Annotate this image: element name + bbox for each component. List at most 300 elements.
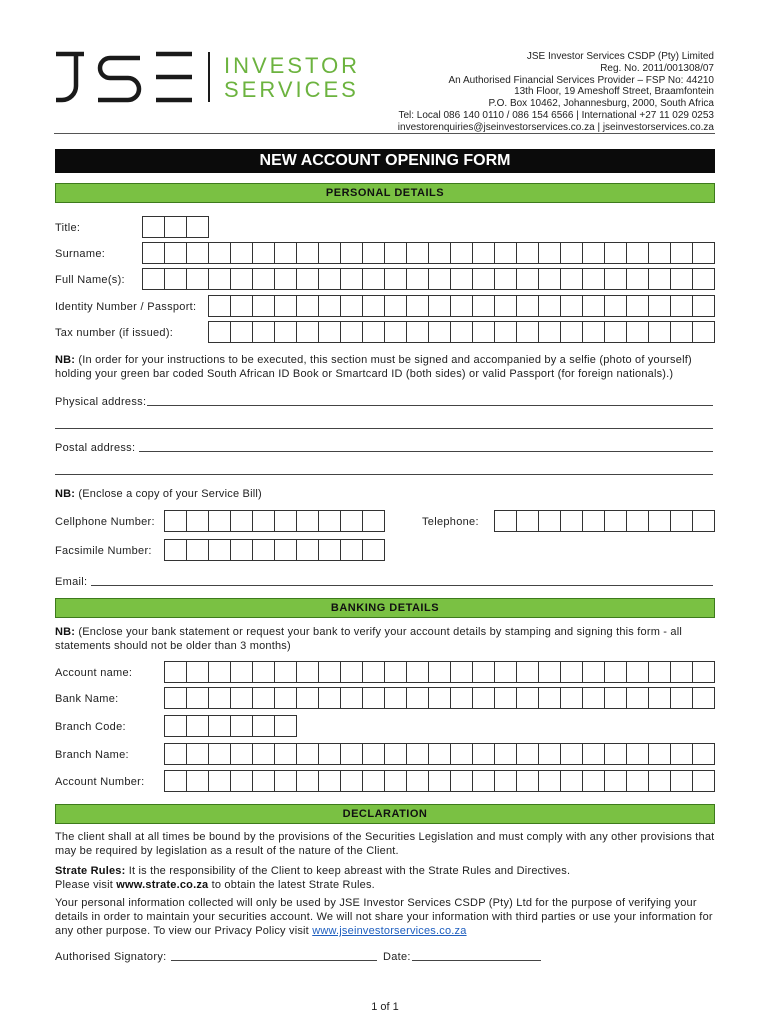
char-box[interactable] (561, 661, 583, 683)
char-box[interactable] (473, 770, 495, 792)
char-box[interactable] (165, 661, 187, 683)
char-box[interactable] (649, 242, 671, 264)
physical-address-label: Physical address: (55, 396, 147, 408)
char-box[interactable] (209, 321, 231, 343)
char-box[interactable] (605, 687, 627, 709)
nb-label: NB: (55, 626, 76, 638)
char-box[interactable] (671, 295, 693, 317)
nb-bank-note (55, 625, 717, 653)
char-box[interactable] (649, 510, 671, 532)
char-box[interactable] (605, 743, 627, 765)
char-box[interactable] (693, 687, 715, 709)
char-box[interactable] (187, 216, 209, 238)
char-box[interactable] (583, 661, 605, 683)
char-box[interactable] (627, 268, 649, 290)
char-box[interactable] (583, 321, 605, 343)
char-box[interactable] (363, 743, 385, 765)
char-box[interactable] (253, 661, 275, 683)
char-box[interactable] (539, 687, 561, 709)
char-box[interactable] (253, 687, 275, 709)
char-box[interactable] (429, 242, 451, 264)
char-box[interactable] (671, 321, 693, 343)
date-label: Date: (383, 951, 411, 963)
char-box[interactable] (165, 268, 187, 290)
char-box[interactable] (187, 539, 209, 561)
char-box[interactable] (671, 687, 693, 709)
company-address1: 13th Floor, 19 Ameshoff Street, Braamfontein (514, 86, 714, 98)
char-box[interactable] (231, 687, 253, 709)
char-box[interactable] (539, 510, 561, 532)
physical-address-line-1[interactable] (147, 405, 713, 406)
char-box[interactable] (429, 770, 451, 792)
char-box[interactable] (495, 295, 517, 317)
postal-address-label: Postal address: (55, 442, 136, 454)
char-box[interactable] (341, 770, 363, 792)
char-box[interactable] (297, 661, 319, 683)
page-number: 1 of 1 (371, 1001, 399, 1013)
char-box[interactable] (605, 242, 627, 264)
personal-details-heading: PERSONAL DETAILS (55, 183, 715, 203)
postal-address-line-1[interactable] (139, 451, 713, 452)
char-box[interactable] (429, 268, 451, 290)
char-box[interactable] (275, 539, 297, 561)
char-box[interactable] (517, 770, 539, 792)
char-box[interactable] (561, 242, 583, 264)
char-box[interactable] (319, 770, 341, 792)
declaration-paragraph: The client shall at all times be bound by the provisions of the Securities Legislation and must comply with any other provisions that may be required by legislation as a result of the nature of the Client. (55, 831, 715, 857)
char-box[interactable] (187, 268, 209, 290)
char-box[interactable] (209, 242, 231, 264)
declaration-heading: DECLARATION (55, 804, 715, 824)
date-line[interactable] (412, 960, 541, 961)
char-box[interactable] (253, 295, 275, 317)
char-box[interactable] (319, 743, 341, 765)
char-box[interactable] (341, 743, 363, 765)
account-number-label: Account Number: (55, 776, 145, 788)
char-box[interactable] (671, 661, 693, 683)
char-box[interactable] (407, 770, 429, 792)
char-box[interactable] (473, 268, 495, 290)
char-box[interactable] (407, 268, 429, 290)
char-box[interactable] (385, 687, 407, 709)
char-box[interactable] (473, 687, 495, 709)
char-box[interactable] (627, 743, 649, 765)
char-box[interactable] (341, 268, 363, 290)
nb-service-bill-text: (Enclose a copy of your Service Bill) (75, 488, 262, 500)
char-box[interactable] (561, 743, 583, 765)
char-box[interactable] (187, 661, 209, 683)
char-box[interactable] (231, 539, 253, 561)
char-box[interactable] (693, 242, 715, 264)
char-box[interactable] (627, 321, 649, 343)
physical-address-line-2[interactable] (55, 428, 713, 429)
char-box[interactable] (627, 242, 649, 264)
char-box[interactable] (605, 770, 627, 792)
privacy-text: Your personal information collected will only be used by JSE Investor Services CSDP (Pty) Ltd for the purpose of verifying your details in order to maintain your securities account. We will not share your information with third parties or use your information for any other purpose. To view our Privacy Policy visit (55, 897, 713, 937)
char-box[interactable] (165, 242, 187, 264)
banking-details-heading: BANKING DETAILS (55, 598, 715, 618)
char-box[interactable] (363, 268, 385, 290)
char-box[interactable] (319, 242, 341, 264)
char-box[interactable] (143, 268, 165, 290)
char-box[interactable] (275, 661, 297, 683)
char-box[interactable] (297, 770, 319, 792)
char-box[interactable] (275, 687, 297, 709)
cellphone-label: Cellphone Number: (55, 516, 155, 528)
char-box[interactable] (385, 321, 407, 343)
char-box[interactable] (319, 510, 341, 532)
char-box[interactable] (275, 242, 297, 264)
company-reg: Reg. No. 2011/001308/07 (600, 62, 714, 74)
char-box[interactable] (363, 295, 385, 317)
char-box[interactable] (539, 242, 561, 264)
char-box[interactable] (561, 321, 583, 343)
char-box[interactable] (561, 510, 583, 532)
char-box[interactable] (561, 687, 583, 709)
email-label: Email: (55, 576, 88, 588)
char-box[interactable] (539, 770, 561, 792)
char-box[interactable] (363, 510, 385, 532)
char-box[interactable] (671, 268, 693, 290)
char-box[interactable] (187, 687, 209, 709)
char-box[interactable] (495, 510, 517, 532)
surname-label: Surname: (55, 248, 106, 260)
char-box[interactable] (319, 687, 341, 709)
char-box[interactable] (363, 661, 385, 683)
char-box[interactable] (517, 268, 539, 290)
char-box[interactable] (473, 295, 495, 317)
privacy-paragraph (55, 896, 717, 938)
char-box[interactable] (671, 770, 693, 792)
char-box[interactable] (451, 242, 473, 264)
char-box[interactable] (583, 268, 605, 290)
char-box[interactable] (209, 268, 231, 290)
char-box[interactable] (363, 539, 385, 561)
char-box[interactable] (319, 268, 341, 290)
company-name: JSE Investor Services CSDP (Pty) Limited (526, 51, 714, 62)
char-box[interactable] (451, 743, 473, 765)
header-divider (54, 133, 715, 134)
nb-service-bill-note (55, 487, 717, 501)
char-box[interactable] (275, 510, 297, 532)
char-box[interactable] (451, 687, 473, 709)
char-box[interactable] (385, 295, 407, 317)
char-box[interactable] (407, 242, 429, 264)
char-box[interactable] (165, 510, 187, 532)
branch-name-input[interactable] (164, 743, 715, 765)
char-box[interactable] (451, 295, 473, 317)
char-box[interactable] (275, 770, 297, 792)
char-box[interactable] (517, 295, 539, 317)
strate-link[interactable]: www.strate.co.za (116, 879, 209, 891)
char-box[interactable] (649, 770, 671, 792)
char-box[interactable] (627, 661, 649, 683)
char-box[interactable] (275, 295, 297, 317)
char-box[interactable] (363, 321, 385, 343)
char-box[interactable] (253, 321, 275, 343)
company-tel: Tel: Local 086 140 0110 / 086 154 6566 | International +27 11 029 0253 (398, 109, 714, 121)
char-box[interactable] (495, 770, 517, 792)
char-box[interactable] (605, 295, 627, 317)
strate-rules-text: It is the responsibility of the Client to keep abreast with the Strate Rules and Directives. (125, 865, 571, 877)
char-box[interactable] (517, 242, 539, 264)
char-box[interactable] (407, 687, 429, 709)
char-box[interactable] (693, 295, 715, 317)
char-box[interactable] (429, 295, 451, 317)
email-line[interactable] (91, 585, 713, 586)
char-box[interactable] (165, 743, 187, 765)
char-box[interactable] (561, 295, 583, 317)
char-box[interactable] (231, 661, 253, 683)
nb-selfie-text: (In order for your instructions to be executed, this section must be signed and accompanied by a selfie (photo of yourself) holding your green bar coded South African ID Book or Smartcard ID (both sides) or valid Passport (for foreign nationals).) (55, 354, 692, 380)
char-box[interactable] (297, 321, 319, 343)
char-box[interactable] (583, 242, 605, 264)
char-box[interactable] (451, 321, 473, 343)
char-box[interactable] (165, 216, 187, 238)
char-box[interactable] (385, 770, 407, 792)
char-box[interactable] (209, 295, 231, 317)
char-box[interactable] (407, 321, 429, 343)
char-box[interactable] (253, 510, 275, 532)
char-box[interactable] (363, 687, 385, 709)
char-box[interactable] (583, 770, 605, 792)
char-box[interactable] (341, 295, 363, 317)
char-box[interactable] (275, 715, 297, 737)
char-box[interactable] (495, 661, 517, 683)
tax-label: Tax number (if issued): (55, 327, 174, 339)
char-box[interactable] (253, 743, 275, 765)
char-box[interactable] (627, 687, 649, 709)
char-box[interactable] (429, 321, 451, 343)
nb-label: NB: (55, 488, 76, 500)
char-box[interactable] (583, 295, 605, 317)
char-box[interactable] (341, 661, 363, 683)
telephone-input[interactable] (494, 510, 715, 532)
fullname-input[interactable] (142, 268, 715, 290)
char-box[interactable] (253, 770, 275, 792)
company-email: investorenquiries@jseinvestorservices.co.za | jseinvestorservices.co.za (397, 121, 714, 133)
char-box[interactable] (253, 242, 275, 264)
char-box[interactable] (297, 687, 319, 709)
char-box[interactable] (319, 295, 341, 317)
char-box[interactable] (495, 743, 517, 765)
char-box[interactable] (209, 510, 231, 532)
char-box[interactable] (605, 510, 627, 532)
char-box[interactable] (671, 743, 693, 765)
char-box[interactable] (209, 687, 231, 709)
logo-investor-text: INVESTOR (224, 53, 361, 78)
char-box[interactable] (539, 268, 561, 290)
char-box[interactable] (231, 715, 253, 737)
logo-divider (208, 52, 210, 102)
char-box[interactable] (671, 510, 693, 532)
char-box[interactable] (605, 321, 627, 343)
char-box[interactable] (297, 539, 319, 561)
char-box[interactable] (495, 242, 517, 264)
char-box[interactable] (319, 539, 341, 561)
bank-name-input[interactable] (164, 687, 715, 709)
char-box[interactable] (385, 743, 407, 765)
char-box[interactable] (539, 661, 561, 683)
char-box[interactable] (209, 539, 231, 561)
char-box[interactable] (231, 268, 253, 290)
char-box[interactable] (561, 770, 583, 792)
char-box[interactable] (473, 242, 495, 264)
char-box[interactable] (297, 268, 319, 290)
char-box[interactable] (495, 687, 517, 709)
char-box[interactable] (429, 661, 451, 683)
char-box[interactable] (209, 770, 231, 792)
account-name-input[interactable] (164, 661, 715, 683)
char-box[interactable] (429, 743, 451, 765)
char-box[interactable] (429, 687, 451, 709)
surname-input[interactable] (142, 242, 715, 264)
account-name-label: Account name: (55, 667, 133, 679)
fax-label: Facsimile Number: (55, 545, 152, 557)
char-box[interactable] (143, 242, 165, 264)
char-box[interactable] (165, 539, 187, 561)
char-box[interactable] (517, 661, 539, 683)
char-box[interactable] (187, 743, 209, 765)
visit-text: Please visit (55, 879, 117, 891)
char-box[interactable] (451, 770, 473, 792)
char-box[interactable] (649, 268, 671, 290)
postal-address-line-2[interactable] (55, 474, 713, 475)
signatory-label: Authorised Signatory: (55, 951, 167, 963)
char-box[interactable] (495, 268, 517, 290)
char-box[interactable] (341, 539, 363, 561)
char-box[interactable] (649, 661, 671, 683)
char-box[interactable] (407, 295, 429, 317)
char-box[interactable] (275, 321, 297, 343)
char-box[interactable] (451, 661, 473, 683)
fax-input[interactable] (164, 539, 385, 561)
char-box[interactable] (517, 687, 539, 709)
char-box[interactable] (627, 295, 649, 317)
char-box[interactable] (649, 321, 671, 343)
company-address2: P.O. Box 10462, Johannesburg, 2000, South Africa (488, 98, 714, 110)
char-box[interactable] (275, 743, 297, 765)
char-box[interactable] (627, 770, 649, 792)
char-box[interactable] (693, 268, 715, 290)
char-box[interactable] (517, 743, 539, 765)
char-box[interactable] (209, 743, 231, 765)
char-box[interactable] (143, 216, 165, 238)
char-box[interactable] (209, 661, 231, 683)
char-box[interactable] (539, 743, 561, 765)
char-box[interactable] (297, 510, 319, 532)
char-box[interactable] (319, 661, 341, 683)
signatory-line[interactable] (171, 960, 377, 961)
char-box[interactable] (341, 510, 363, 532)
cellphone-input[interactable] (164, 510, 385, 532)
branch-code-label: Branch Code: (55, 721, 126, 733)
char-box[interactable] (363, 770, 385, 792)
char-box[interactable] (407, 743, 429, 765)
char-box[interactable] (473, 321, 495, 343)
char-box[interactable] (165, 715, 187, 737)
strate-rules-paragraph (55, 864, 717, 892)
char-box[interactable] (583, 743, 605, 765)
char-box[interactable] (539, 321, 561, 343)
privacy-policy-link[interactable]: www.jseinvestorservices.co.za (312, 925, 467, 937)
char-box[interactable] (649, 743, 671, 765)
char-box[interactable] (473, 661, 495, 683)
logo-services-text: SERVICES (224, 77, 359, 102)
char-box[interactable] (605, 268, 627, 290)
char-box[interactable] (627, 510, 649, 532)
char-box[interactable] (341, 242, 363, 264)
char-box[interactable] (495, 321, 517, 343)
char-box[interactable] (385, 268, 407, 290)
char-box[interactable] (297, 743, 319, 765)
company-info (354, 51, 714, 134)
account-number-input[interactable] (164, 770, 715, 792)
char-box[interactable] (253, 715, 275, 737)
char-box[interactable] (187, 770, 209, 792)
char-box[interactable] (693, 510, 715, 532)
char-box[interactable] (231, 770, 253, 792)
char-box[interactable] (693, 743, 715, 765)
char-box[interactable] (231, 510, 253, 532)
strate-rules-label: Strate Rules: (55, 865, 126, 877)
char-box[interactable] (363, 242, 385, 264)
char-box[interactable] (165, 770, 187, 792)
char-box[interactable] (693, 770, 715, 792)
char-box[interactable] (341, 687, 363, 709)
char-box[interactable] (275, 268, 297, 290)
char-box[interactable] (451, 268, 473, 290)
char-box[interactable] (561, 268, 583, 290)
char-box[interactable] (253, 539, 275, 561)
tax-number-input[interactable] (208, 321, 715, 343)
char-box[interactable] (187, 242, 209, 264)
char-box[interactable] (297, 242, 319, 264)
char-box[interactable] (253, 268, 275, 290)
char-box[interactable] (209, 715, 231, 737)
char-box[interactable] (473, 743, 495, 765)
char-box[interactable] (231, 321, 253, 343)
char-box[interactable] (187, 715, 209, 737)
char-box[interactable] (649, 295, 671, 317)
char-box[interactable] (187, 510, 209, 532)
char-box[interactable] (385, 661, 407, 683)
bank-name-label: Bank Name: (55, 693, 119, 705)
char-box[interactable] (517, 321, 539, 343)
char-box[interactable] (165, 687, 187, 709)
char-box[interactable] (583, 510, 605, 532)
char-box[interactable] (671, 242, 693, 264)
id-number-input[interactable] (208, 295, 715, 317)
char-box[interactable] (319, 321, 341, 343)
title-input[interactable] (142, 216, 209, 238)
char-box[interactable] (693, 661, 715, 683)
char-box[interactable] (231, 242, 253, 264)
char-box[interactable] (583, 687, 605, 709)
char-box[interactable] (407, 661, 429, 683)
branch-code-input[interactable] (164, 715, 297, 737)
char-box[interactable] (517, 510, 539, 532)
char-box[interactable] (605, 661, 627, 683)
char-box[interactable] (341, 321, 363, 343)
char-box[interactable] (297, 295, 319, 317)
char-box[interactable] (231, 295, 253, 317)
char-box[interactable] (231, 743, 253, 765)
char-box[interactable] (693, 321, 715, 343)
char-box[interactable] (649, 687, 671, 709)
char-box[interactable] (385, 242, 407, 264)
char-box[interactable] (539, 295, 561, 317)
